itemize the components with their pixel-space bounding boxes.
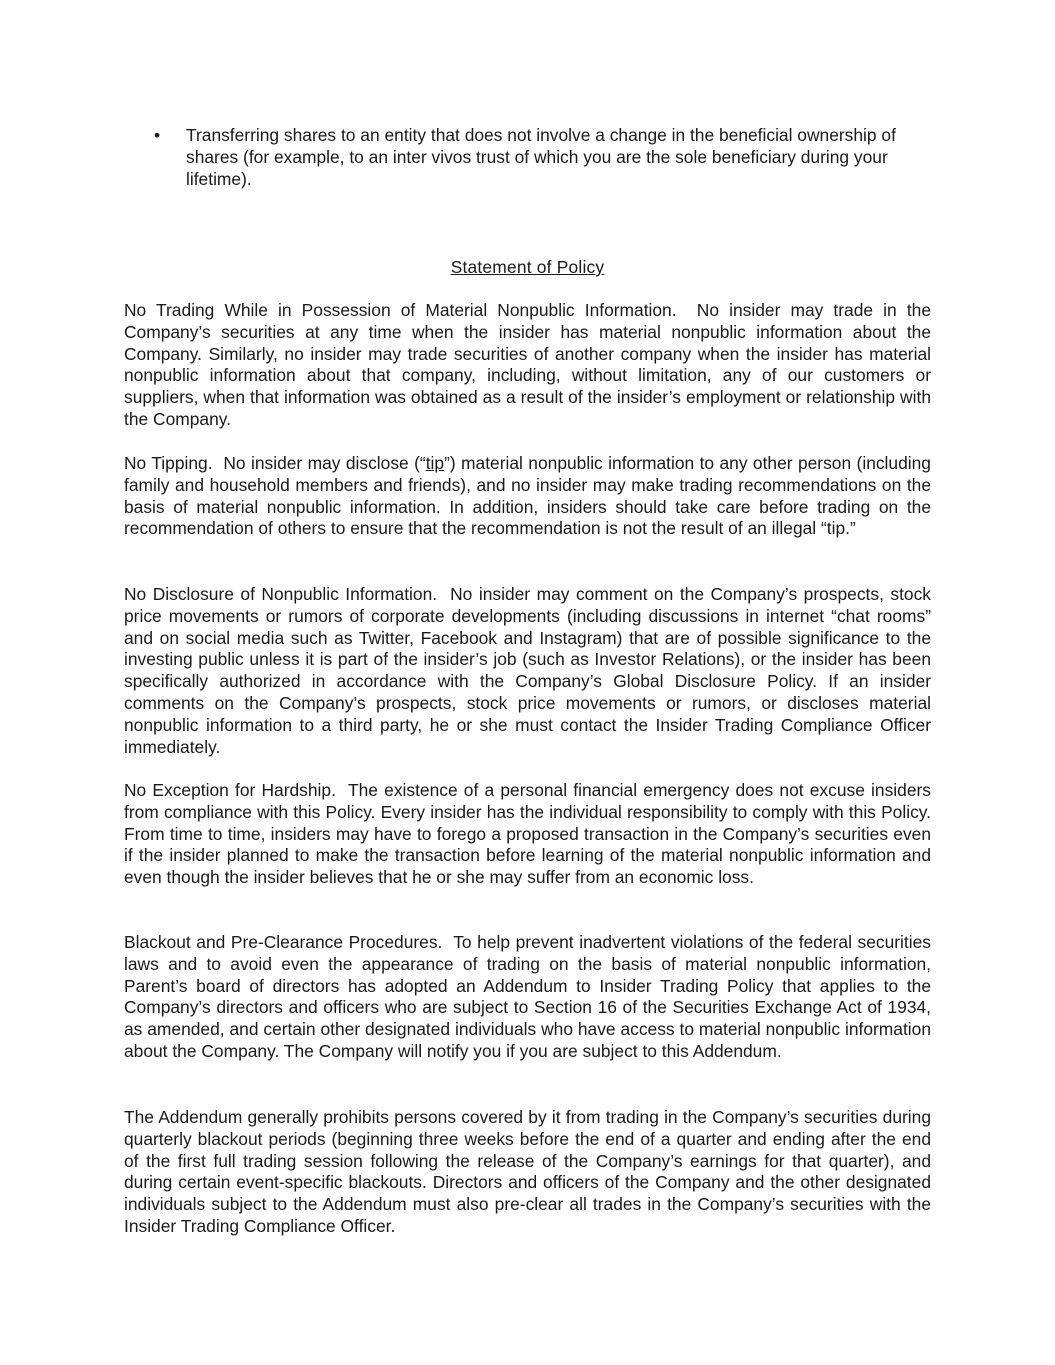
paragraph-body-post: ”) material nonpublic information to any other person (including family and household members and friends), and no insider may make trading recommendations on the basis of material nonpublic information. In addition, insiders should take care before trading on the recommendation of others to ensure that the recommendation is not the result of an illegal “tip.” <box>124 453 931 539</box>
section-heading-text: Statement of Policy <box>450 257 605 277</box>
paragraph-title: Blackout and Pre-Clearance Procedures. <box>124 932 443 952</box>
paragraph-title: No Disclosure of Nonpublic Information. <box>124 584 438 604</box>
paragraph-title: No Exception for Hardship. <box>124 780 336 800</box>
paragraph-title: No Trading While in Possession of Material Nonpublic Information. <box>124 300 677 320</box>
bullet-text: Transferring shares to an entity that does not involve a change in the beneficial ownership of shares (for example, to an inter vivos trust of which you are the sole beneficiary during your lifetime). <box>186 125 896 189</box>
bullet-list-item <box>154 125 931 190</box>
section-heading <box>124 257 931 279</box>
paragraph-blackout <box>124 932 931 1063</box>
paragraph-body: The Addendum generally prohibits persons covered by it from trading in the Company’s securities during quarterly blackout periods (beginning three weeks before the end of a quarter and ending after the end of the first full trading session following the release of the Company’s earnings for that quarter), and during certain event-specific blackouts. Directors and officers of the Company and the other designated individuals subject to the Addendum must also pre-clear all trades in the Company’s securities with the Insider Trading Compliance Officer. <box>124 1107 931 1236</box>
paragraph-body-pre: No insider may disclose (“ <box>223 453 426 473</box>
paragraph-body: No insider may comment on the Company’s prospects, stock price movements or rumors of corporate developments (including discussions in internet “chat rooms” and on social media such as Twitter, Facebook and Instagram) that are of possible significance to the investing public unless it is part of the insider’s job (such as Investor Relations), or the insider has been specifically authorized in accordance with the Company’s Global Disclosure Policy. If an insider comments on the Company’s prospects, stock price movements or rumors, or discloses material nonpublic information to a third party, he or she must contact the Insider Trading Compliance Officer immediately. <box>124 584 931 757</box>
paragraph-no-trading <box>124 300 931 431</box>
paragraph-addendum <box>124 1107 931 1238</box>
paragraph-title: No Tipping. <box>124 453 213 473</box>
paragraph-body: The existence of a personal financial emergency does not excuse insiders from compliance with this Policy. Every insider has the individual responsibility to comply with this Policy. From time to time, insiders may have to forego a proposed transaction in the Company’s securities even if the insider planned to make the transaction before learning of the material nonpublic information and even though the insider believes that he or she may suffer from an economic loss. <box>124 780 931 888</box>
paragraph-no-tipping <box>124 453 931 540</box>
tip-term: tip <box>425 453 445 473</box>
paragraph-no-exception <box>124 780 931 889</box>
paragraph-body: No insider may trade in the Company’s securities at any time when the insider has material nonpublic information about the Company. Similarly, no insider may trade securities of another company when the insider has material nonpublic information about that company, including, without limitation, any of our customers or suppliers, when that information was obtained as a result of the insider’s employment or relationship with the Company. <box>124 300 931 429</box>
bullet-icon: • <box>154 125 161 145</box>
paragraph-body: To help prevent inadvertent violations of the federal securities laws and to avoid even the appearance of trading on the basis of material nonpublic information, Parent’s board of directors has adopted an Addendum to Insider Trading Policy that applies to the Company’s directors and officers who are subject to Section 16 of the Securities Exchange Act of 1934, as amended, and certain other designated individuals who have access to material nonpublic information about the Company. The Company will notify you if you are subject to this Addendum. <box>124 932 931 1061</box>
paragraph-no-disclosure <box>124 584 931 758</box>
